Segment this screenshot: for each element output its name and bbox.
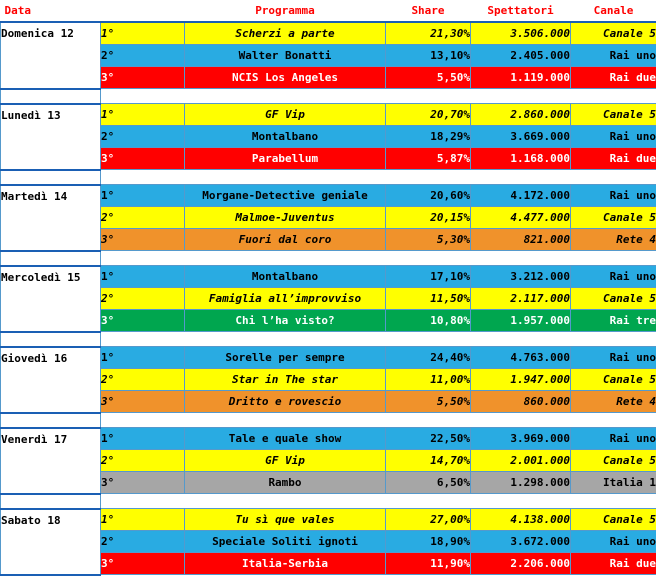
row-spettatori: 1.298.000 (471, 472, 571, 494)
column-header-position (101, 0, 185, 22)
row-programma: Parabellum (185, 148, 386, 170)
row-position: 3° (101, 67, 185, 89)
row-programma: Walter Bonatti (185, 45, 386, 67)
table-row (1, 22, 656, 45)
row-programma: Montalbano (185, 266, 386, 288)
row-programma: Dritto e rovescio (185, 391, 386, 413)
row-programma: Chi l’ha visto? (185, 310, 386, 332)
column-header-canale: Canale (571, 0, 656, 22)
row-position: 1° (101, 509, 185, 531)
table-row (1, 207, 656, 229)
table-body (1, 22, 656, 575)
row-programma: Tu sì que vales (185, 509, 386, 531)
table-row (1, 509, 656, 531)
row-programma: Scherzi a parte (185, 22, 386, 45)
row-share: 17,10% (386, 266, 471, 288)
row-canale: Rai due (571, 553, 656, 575)
row-position: 3° (101, 472, 185, 494)
day-label: Sabato 18 (1, 509, 101, 531)
day-label: Lunedì 13 (1, 104, 101, 126)
row-programma: Rambo (185, 472, 386, 494)
row-canale: Rai uno (571, 347, 656, 369)
row-position: 2° (101, 45, 185, 67)
day-label: Martedì 14 (1, 185, 101, 207)
row-spettatori: 4.477.000 (471, 207, 571, 229)
row-share: 27,00% (386, 509, 471, 531)
row-share: 20,70% (386, 104, 471, 126)
row-share: 11,50% (386, 288, 471, 310)
row-share: 10,80% (386, 310, 471, 332)
row-programma: GF Vip (185, 450, 386, 472)
row-canale: Canale 5 (571, 450, 656, 472)
row-programma: Fuori dal coro (185, 229, 386, 251)
row-programma: Speciale Soliti ignoti (185, 531, 386, 553)
row-position: 3° (101, 553, 185, 575)
row-programma: Italia-Serbia (185, 553, 386, 575)
row-share: 11,90% (386, 553, 471, 575)
table-row (1, 45, 656, 67)
table-header-row (1, 0, 656, 22)
row-canale: Rai uno (571, 185, 656, 207)
table-row (1, 553, 656, 575)
group-spacer-cell (1, 89, 101, 104)
row-spettatori: 2.117.000 (471, 288, 571, 310)
group-spacer-cell (101, 89, 656, 104)
row-position: 2° (101, 207, 185, 229)
row-position: 2° (101, 126, 185, 148)
group-spacer-cell (101, 251, 656, 266)
row-spettatori: 3.506.000 (471, 22, 571, 45)
row-position: 3° (101, 391, 185, 413)
row-spettatori: 2.206.000 (471, 553, 571, 575)
row-canale: Rai uno (571, 45, 656, 67)
table-row (1, 369, 656, 391)
row-spettatori: 1.119.000 (471, 67, 571, 89)
row-programma: Famiglia all’improvviso (185, 288, 386, 310)
row-position: 3° (101, 229, 185, 251)
row-spettatori: 1.168.000 (471, 148, 571, 170)
group-spacer-row (1, 89, 656, 104)
row-canale: Rai due (571, 67, 656, 89)
table-row (1, 288, 656, 310)
group-spacer-row (1, 413, 656, 428)
row-programma: Tale e quale show (185, 428, 386, 450)
row-share: 6,50% (386, 472, 471, 494)
day-label: Venerdì 17 (1, 428, 101, 450)
row-programma: Morgane-Detective geniale (185, 185, 386, 207)
row-canale: Rete 4 (571, 229, 656, 251)
day-spacer (1, 45, 101, 67)
row-programma: GF Vip (185, 104, 386, 126)
day-spacer (1, 310, 101, 332)
row-programma: NCIS Los Angeles (185, 67, 386, 89)
row-share: 13,10% (386, 45, 471, 67)
table-row (1, 185, 656, 207)
row-spettatori: 3.969.000 (471, 428, 571, 450)
table-row (1, 347, 656, 369)
table-row (1, 104, 656, 126)
day-spacer (1, 229, 101, 251)
row-share: 5,50% (386, 391, 471, 413)
row-share: 11,00% (386, 369, 471, 391)
group-spacer-cell (101, 170, 656, 185)
table-row (1, 266, 656, 288)
row-canale: Rete 4 (571, 391, 656, 413)
row-position: 1° (101, 185, 185, 207)
row-canale: Rai uno (571, 126, 656, 148)
group-spacer-cell (1, 332, 101, 347)
group-spacer-cell (101, 413, 656, 428)
row-position: 1° (101, 347, 185, 369)
group-spacer-cell (1, 413, 101, 428)
column-header-programma: Programma (185, 0, 386, 22)
column-header-share: Share (386, 0, 471, 22)
row-canale: Canale 5 (571, 104, 656, 126)
row-spettatori: 2.860.000 (471, 104, 571, 126)
row-canale: Rai uno (571, 428, 656, 450)
row-position: 1° (101, 104, 185, 126)
row-spettatori: 2.001.000 (471, 450, 571, 472)
day-label: Giovedì 16 (1, 347, 101, 369)
row-share: 24,40% (386, 347, 471, 369)
group-spacer-row (1, 332, 656, 347)
row-spettatori: 1.957.000 (471, 310, 571, 332)
row-canale: Rai uno (571, 531, 656, 553)
row-spettatori: 4.138.000 (471, 509, 571, 531)
row-programma: Star in The star (185, 369, 386, 391)
group-spacer-row (1, 251, 656, 266)
row-canale: Rai due (571, 148, 656, 170)
table-row (1, 472, 656, 494)
group-spacer-row (1, 494, 656, 509)
row-spettatori: 3.212.000 (471, 266, 571, 288)
table-row (1, 450, 656, 472)
day-spacer (1, 369, 101, 391)
row-spettatori: 4.763.000 (471, 347, 571, 369)
table-row (1, 67, 656, 89)
row-spettatori: 4.172.000 (471, 185, 571, 207)
group-spacer-cell (1, 251, 101, 266)
row-spettatori: 3.669.000 (471, 126, 571, 148)
day-label: Domenica 12 (1, 22, 101, 45)
table-row (1, 229, 656, 251)
row-position: 1° (101, 266, 185, 288)
group-spacer-cell (1, 170, 101, 185)
row-programma: Malmoe-Juventus (185, 207, 386, 229)
group-spacer-cell (1, 494, 101, 509)
row-position: 1° (101, 22, 185, 45)
row-programma: Montalbano (185, 126, 386, 148)
row-position: 3° (101, 310, 185, 332)
row-position: 3° (101, 148, 185, 170)
table-row (1, 531, 656, 553)
row-share: 5,50% (386, 67, 471, 89)
row-canale: Canale 5 (571, 369, 656, 391)
row-spettatori: 2.405.000 (471, 45, 571, 67)
row-share: 20,60% (386, 185, 471, 207)
row-share: 14,70% (386, 450, 471, 472)
day-label: Mercoledì 15 (1, 266, 101, 288)
day-spacer (1, 148, 101, 170)
row-position: 2° (101, 450, 185, 472)
row-share: 18,90% (386, 531, 471, 553)
row-share: 5,30% (386, 229, 471, 251)
table-row (1, 391, 656, 413)
day-spacer (1, 391, 101, 413)
column-header-data: Data (1, 0, 101, 22)
row-spettatori: 1.947.000 (471, 369, 571, 391)
day-spacer (1, 531, 101, 553)
row-programma: Sorelle per sempre (185, 347, 386, 369)
row-share: 18,29% (386, 126, 471, 148)
row-spettatori: 860.000 (471, 391, 571, 413)
row-position: 2° (101, 369, 185, 391)
table-row (1, 126, 656, 148)
row-share: 22,50% (386, 428, 471, 450)
row-position: 2° (101, 288, 185, 310)
row-canale: Canale 5 (571, 288, 656, 310)
row-canale: Canale 5 (571, 22, 656, 45)
row-spettatori: 3.672.000 (471, 531, 571, 553)
row-spettatori: 821.000 (471, 229, 571, 251)
group-spacer-row (1, 170, 656, 185)
row-canale: Rai uno (571, 266, 656, 288)
day-spacer (1, 67, 101, 89)
table-row (1, 148, 656, 170)
group-spacer-cell (101, 332, 656, 347)
row-position: 2° (101, 531, 185, 553)
day-spacer (1, 207, 101, 229)
row-canale: Canale 5 (571, 509, 656, 531)
row-canale: Canale 5 (571, 207, 656, 229)
day-spacer (1, 450, 101, 472)
row-canale: Italia 1 (571, 472, 656, 494)
table-row (1, 310, 656, 332)
day-spacer (1, 126, 101, 148)
day-spacer (1, 553, 101, 575)
row-share: 5,87% (386, 148, 471, 170)
day-spacer (1, 472, 101, 494)
group-spacer-cell (101, 494, 656, 509)
row-position: 1° (101, 428, 185, 450)
table-row (1, 428, 656, 450)
column-header-spettatori: Spettatori (471, 0, 571, 22)
row-share: 21,30% (386, 22, 471, 45)
day-spacer (1, 288, 101, 310)
row-share: 20,15% (386, 207, 471, 229)
row-canale: Rai tre (571, 310, 656, 332)
